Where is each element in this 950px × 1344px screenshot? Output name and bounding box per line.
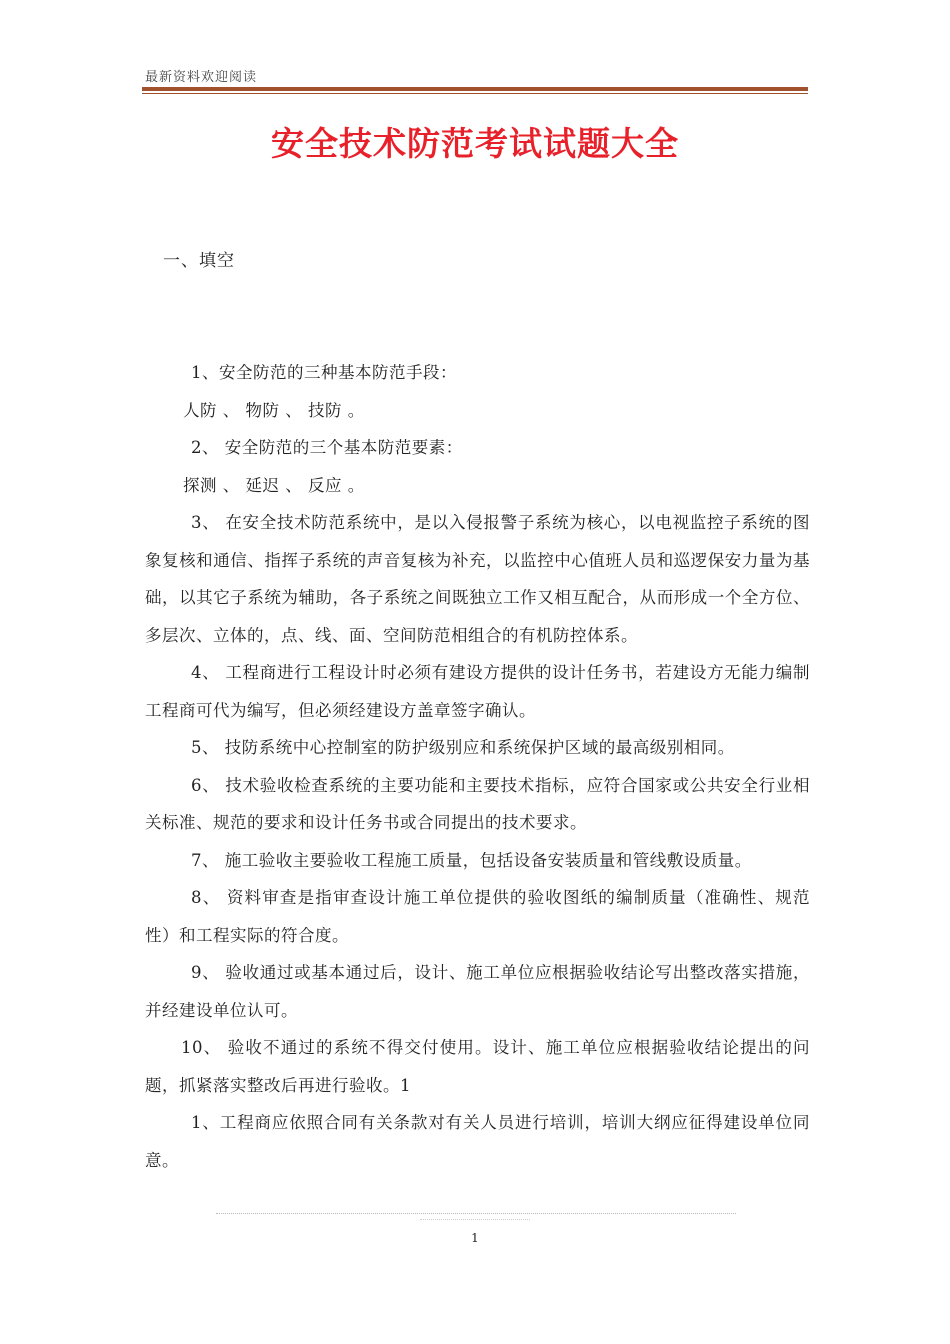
paragraph: 探测 、 延迟 、 反应 。 bbox=[183, 475, 365, 495]
header-rule-thin bbox=[142, 93, 808, 94]
paragraph: 7、 施工验收主要验收工程施工质量，包括设备安装质量和管线敷设质量。 bbox=[191, 850, 752, 870]
paragraph: 5、 技防系统中心控制室的防护级别应和系统保护区域的最高级别相同。 bbox=[191, 738, 735, 757]
paragraph: 人防 、 物防 、 技防 。 bbox=[183, 400, 365, 420]
document-body bbox=[145, 354, 810, 1179]
running-header: 最新资料欢迎阅读 bbox=[145, 70, 258, 85]
paragraph: 1、工程商应依照合同有关条款对有关人员进行培训，培训大纲应征得建设单位同意。 bbox=[145, 1113, 810, 1170]
paragraph: 8、 资料审查是指审查设计施工单位提供的验收图纸的编制质量（准确性、规范性）和工程实际的符合度。 bbox=[145, 888, 810, 945]
paragraph: 6、 技术验收检查系统的主要功能和主要技术指标，应符合国家或公共安全行业相关标准、规范的要求和设计任务书或合同提出的技术要求。 bbox=[145, 775, 810, 832]
section-heading: 一、填空 bbox=[163, 251, 235, 271]
footer-divider bbox=[216, 1213, 736, 1214]
paragraph: 2、 安全防范的三个基本防范要素： bbox=[191, 438, 463, 457]
footer-divider-inner bbox=[420, 1219, 530, 1220]
page-number: 1 bbox=[471, 1231, 479, 1245]
paragraph: 4、 工程商进行工程设计时必须有建设方提供的设计任务书，若建设方无能力编制工程商可代为编写，但必须经建设方盖章签字确认。 bbox=[145, 663, 810, 720]
document-title: 安全技术防范考试试题大全 bbox=[271, 124, 679, 163]
header-rule-thick bbox=[142, 87, 808, 91]
paragraph: 9、 验收通过或基本通过后，设计、施工单位应根据验收结论写出整改落实措施，并经建设单位认可。 bbox=[145, 963, 810, 1020]
paragraph: 10、 验收不通过的系统不得交付使用。设计、施工单位应根据验收结论提出的问题，抓紧落实整改后再进行验收。1 bbox=[145, 1038, 810, 1095]
paragraph: 1、安全防范的三种基本防范手段： bbox=[191, 363, 457, 382]
paragraph: 3、 在安全技术防范系统中，是以入侵报警子系统为核心，以电视监控子系统的图象复核和通信、指挥子系统的声音复核为补充，以监控中心值班人员和巡逻保安力量为基础，以其它子系统为辅助，各子系统之间既独立工作又相互配合，从而形成一个全方位、多层次、立体的，点、线、面、空间防范相组合的有机防控体系。 bbox=[145, 513, 810, 645]
